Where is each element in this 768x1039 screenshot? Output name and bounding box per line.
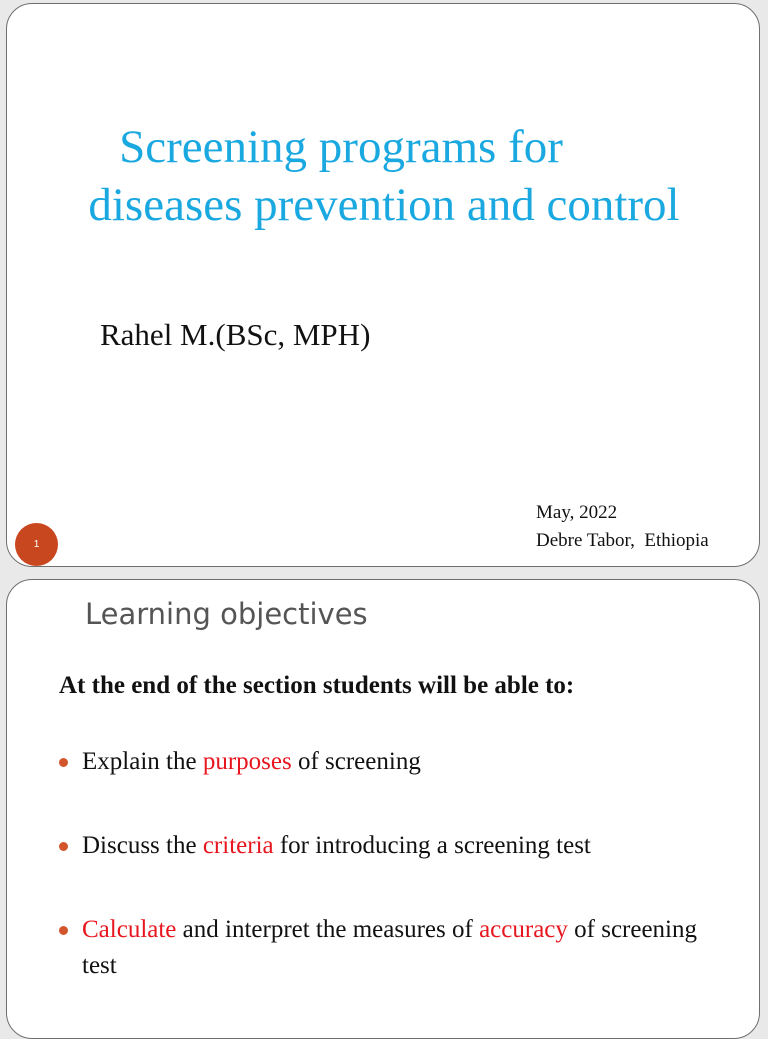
presentation-date: May, 2022 <box>536 502 618 523</box>
title-line-2: diseases prevention and control <box>88 179 680 231</box>
presentation-title <box>7 118 760 234</box>
slide-learning-objectives <box>6 579 760 1039</box>
presentation-meta <box>536 499 709 555</box>
objective-text: of screening test <box>82 916 698 979</box>
list-item <box>59 828 719 864</box>
objective-highlight: accuracy <box>479 916 568 943</box>
bullet-icon <box>59 926 68 935</box>
slide-title <box>6 3 760 567</box>
objective-highlight: Calculate <box>82 916 177 943</box>
objective-text: of screening <box>291 748 421 775</box>
objective-text: for introducing a screening test <box>273 832 591 859</box>
objective-text: Discuss the <box>82 832 203 859</box>
presentation-location: Debre Tabor, Ethiopia <box>536 530 709 551</box>
objective-highlight: criteria <box>202 832 274 859</box>
list-item <box>59 744 719 780</box>
objectives-list <box>59 744 719 1032</box>
objective-text: Explain the <box>82 748 203 775</box>
objectives-lead: At the end of the section students will be able to: <box>59 672 575 699</box>
author-name: Rahel M.(BSc, MPH) <box>100 317 371 352</box>
bullet-icon <box>59 758 68 767</box>
bullet-icon <box>59 842 68 851</box>
list-item <box>59 912 719 984</box>
title-line-1: Screening programs for <box>119 121 563 173</box>
objective-highlight: purposes <box>202 748 292 775</box>
page-number-badge: 1 <box>15 523 58 566</box>
slide-title: Learning objectives <box>85 597 368 631</box>
objective-text: and interpret the measures of <box>176 916 480 943</box>
